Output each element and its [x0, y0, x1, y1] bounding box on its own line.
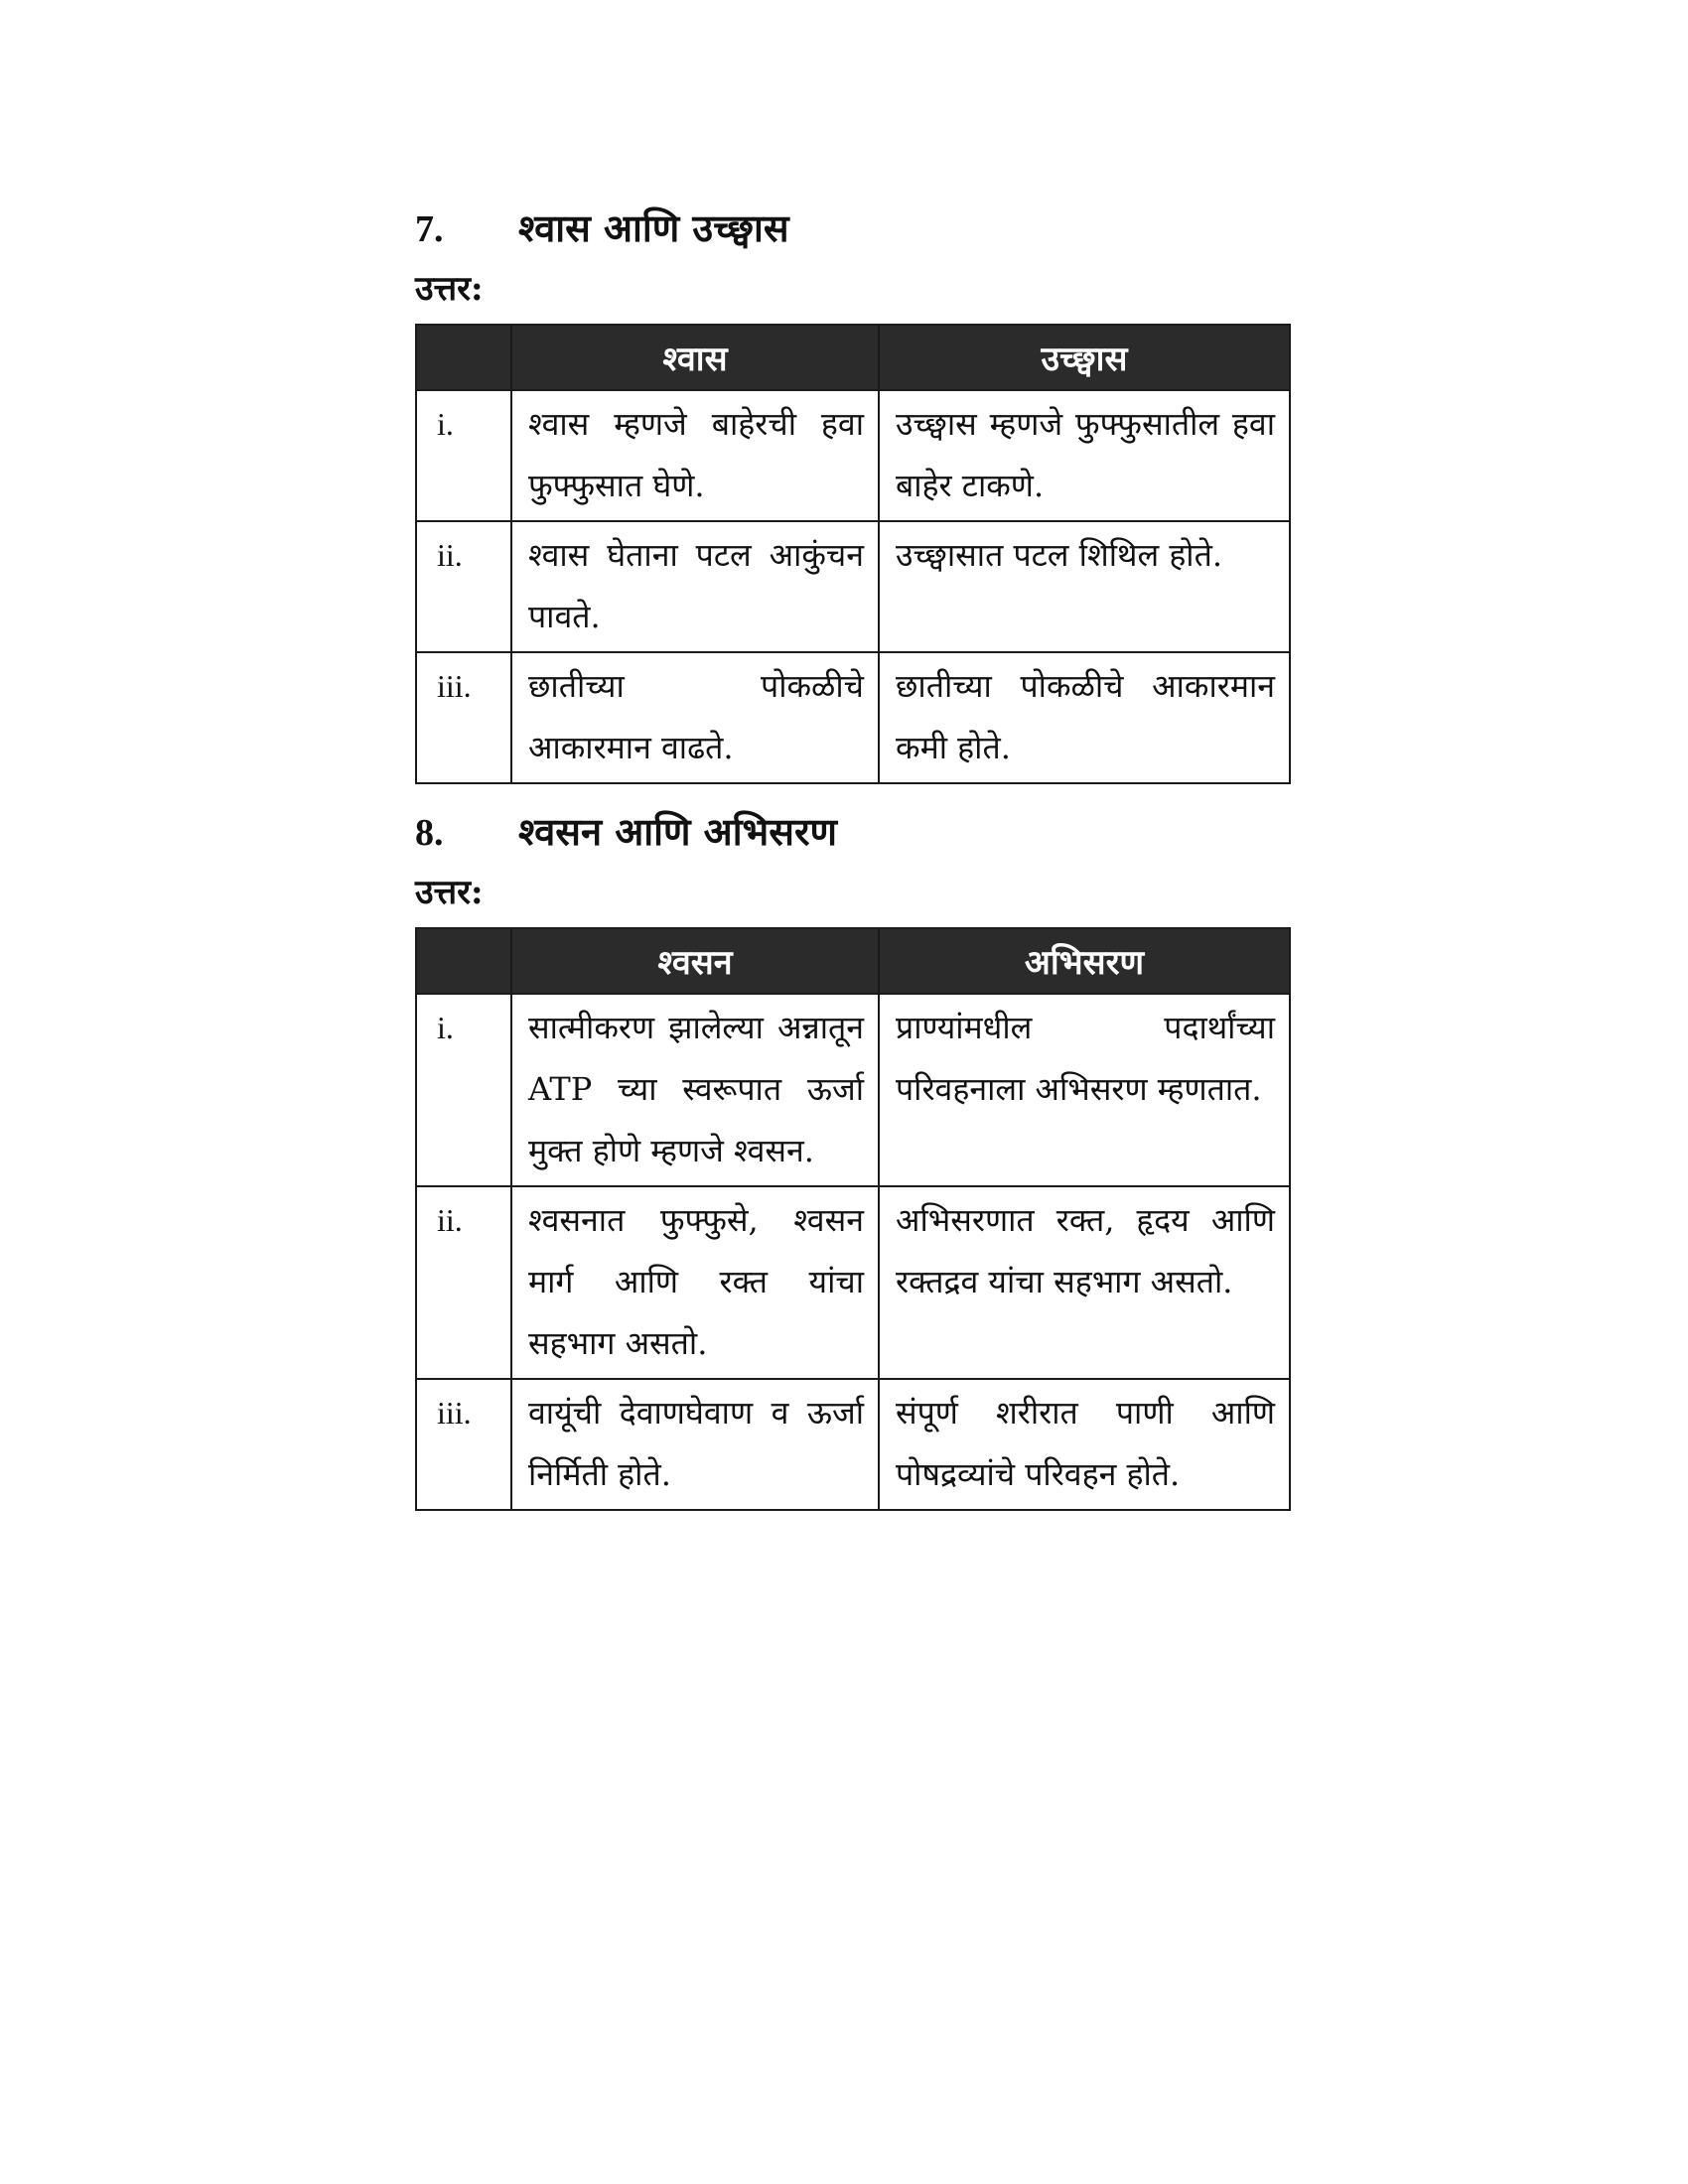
cell-column-b: छातीच्या पोकळीचे आकारमान कमी होते.: [879, 652, 1290, 783]
row-index: iii.: [416, 1379, 511, 1510]
cell-column-a: श्वास घेताना पटल आकुंचन पावते.: [511, 521, 879, 652]
question-heading: श्वसन आणि अभिसरण: [518, 809, 837, 854]
cell-column-a: श्वसनात फुफ्फुसे, श्वसन मार्ग आणि रक्त यांचा सहभाग असतो.: [511, 1186, 879, 1379]
table-header-row: [416, 325, 1290, 390]
question-number: 7.: [415, 208, 444, 250]
row-index: i.: [416, 994, 511, 1186]
answer-label: उत्तर:: [415, 873, 484, 912]
cell-column-b: प्राण्यांमधील पदार्थांच्या परिवहनाला अभिसरण म्हणतात.: [879, 994, 1290, 1186]
header-column-b: अभिसरण: [879, 928, 1290, 994]
table-row: [416, 994, 1290, 1186]
cell-column-a: छातीच्या पोकळीचे आकारमान वाढते.: [511, 652, 879, 783]
cell-column-b: अभिसरणात रक्त, हृदय आणि रक्तद्रव यांचा सहभाग असतो.: [879, 1186, 1290, 1379]
table-row: [416, 521, 1290, 652]
header-index: [416, 325, 511, 390]
question-7: [415, 199, 1289, 784]
cell-column-b: संपूर्ण शरीरात पाणी आणि पोषद्रव्यांचे परिवहन होते.: [879, 1379, 1290, 1510]
question-heading: श्वास आणि उच्छ्वास: [518, 205, 789, 250]
question-title: [415, 802, 1289, 862]
table-row: [416, 652, 1290, 783]
comparison-table: [415, 927, 1291, 1511]
cell-column-a: श्वास म्हणजे बाहेरची हवा फुफ्फुसात घेणे.: [511, 390, 879, 521]
table-row: [416, 390, 1290, 521]
question-number: 8.: [415, 812, 444, 854]
row-index: i.: [416, 390, 511, 521]
header-index: [416, 928, 511, 994]
question-title: [415, 199, 1289, 258]
row-index: ii.: [416, 1186, 511, 1379]
comparison-table: [415, 324, 1291, 784]
header-column-a: श्वसन: [511, 928, 879, 994]
header-column-a: श्वास: [511, 325, 879, 390]
cell-column-b: उच्छ्वासात पटल शिथिल होते.: [879, 521, 1290, 652]
table-header-row: [416, 928, 1290, 994]
cell-column-a: वायूंची देवाणघेवाण व ऊर्जा निर्मिती होते.: [511, 1379, 879, 1510]
header-column-b: उच्छ्वास: [879, 325, 1290, 390]
cell-column-b: उच्छ्वास म्हणजे फुफ्फुसातील हवा बाहेर टाकणे.: [879, 390, 1290, 521]
row-index: ii.: [416, 521, 511, 652]
row-index: iii.: [416, 652, 511, 783]
question-8: [415, 802, 1289, 1511]
table-row: [416, 1186, 1290, 1379]
table-row: [416, 1379, 1290, 1510]
cell-column-a: सात्मीकरण झालेल्या अन्नातून ATP च्या स्वरूपात ऊर्जा मुक्त होणे म्हणजे श्वसन.: [511, 994, 879, 1186]
answer-label: उत्तर:: [415, 269, 484, 309]
